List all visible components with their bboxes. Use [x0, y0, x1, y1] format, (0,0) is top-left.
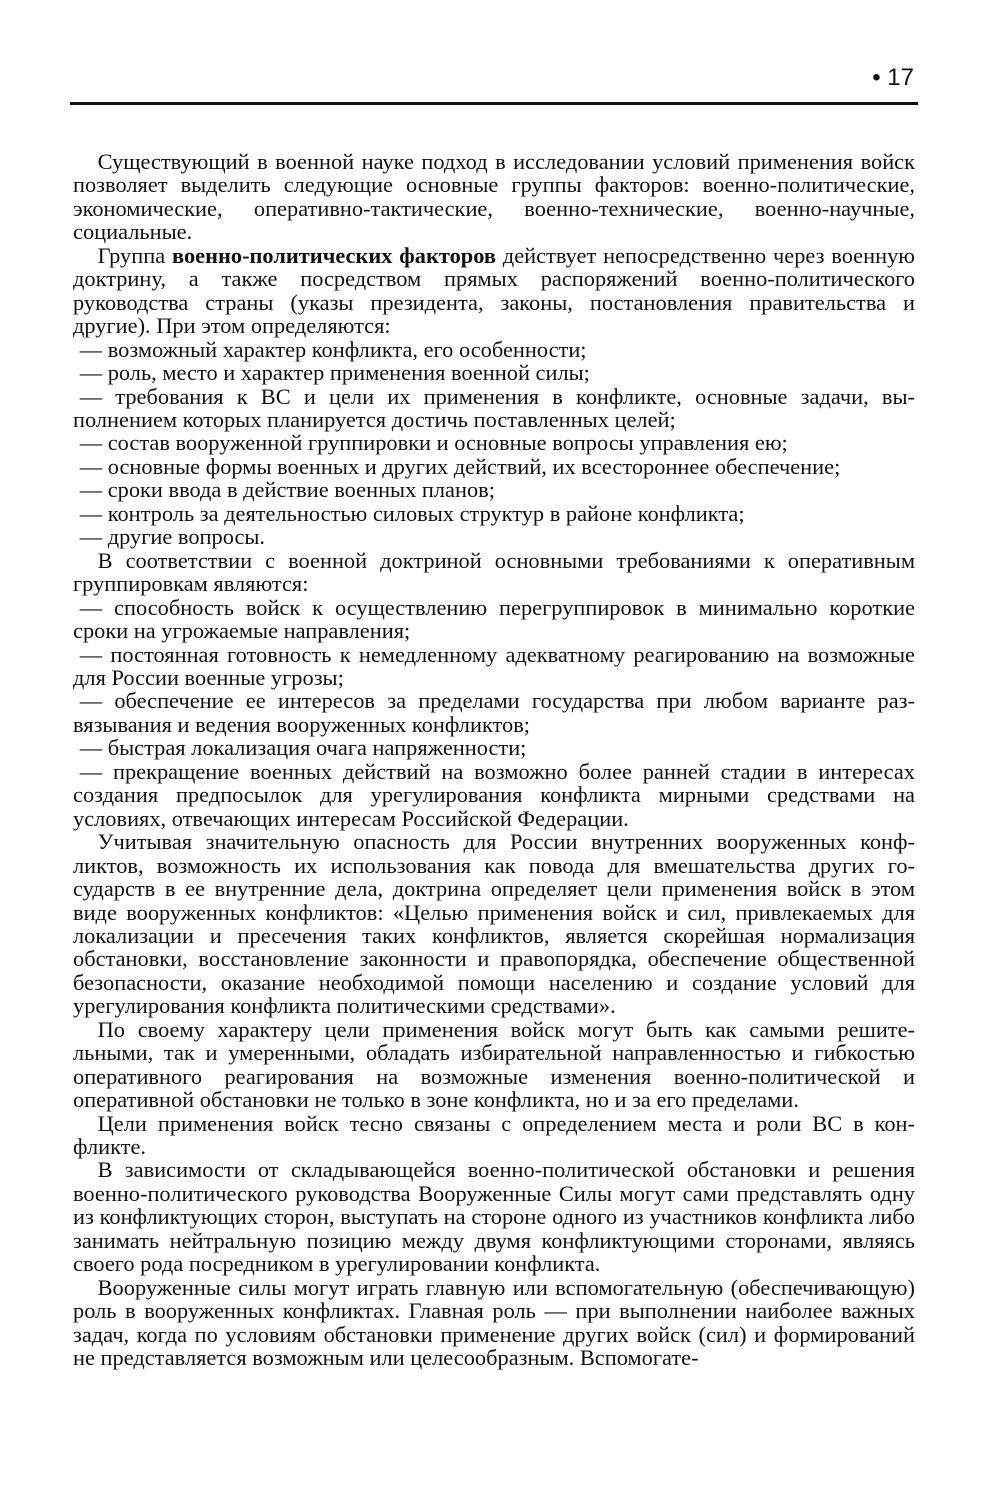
- list-item: — быстрая локализация очага напряженности;: [79, 735, 527, 761]
- list-item: — обеспечение ее интересов за пределами государства при любом варианте развязывания и ведения вооруженных конфликтов;: [73, 688, 915, 737]
- paragraph-main-role: Вооруженные силы могут играть главную или вспомогательную (обеспечивающую) роль в вооруженных конфликтах. Главная роль — при выполнении наиболее важных задач, когда по условиям обстановки применение других войск (сил) и формирований не представляется возможным или целесообразным. Вспомогате-: [73, 1274, 915, 1371]
- list-item: — прекращение военных действий на возможно более ранней стадии в интересах создания предпосылок для урегулирования конфликта мирными средствами на условиях, отвечающих интересам Российской Федерации.: [73, 758, 915, 831]
- list-item: — другие вопросы.: [79, 524, 266, 550]
- list-item: — постоянная готовность к немедленному адекватному реагированию на возможные для России военные угрозы;: [73, 641, 915, 690]
- political-text-start: Группа: [97, 242, 172, 268]
- list-item: — роль, место и характер применения военной силы;: [79, 360, 590, 386]
- list-item: — способность войск к осуществлению перегруппировок в минимально короткие сроки на угрожаемые направления;: [73, 594, 915, 644]
- political-text-end: действует непосредственно через военную доктрину, а также посредством прямых распоряжений военно-политического руководства страны (указы президента, законы, постановления правительства и другие). При этом определяются:: [73, 242, 916, 339]
- list-item: — состав вооруженной группировки и основные вопросы управления ею;: [79, 430, 788, 456]
- paragraph-goals-character: По своему характеру цели применения войск могут быть как самыми решительными, так и умеренными, обладать избирательной направленностью и гибкостью оперативного реагирования на возможные изменения военно-политической и оперативной обстановки не только в зоне конфликта, но и за его пределами.: [73, 1016, 915, 1113]
- list-item: — требования к ВС и цели их применения в конфликте, основные задачи, выполнением которых планируется достичь поставленных целей;: [73, 383, 915, 432]
- list-item: — возможный характер конфликта, его особенности;: [79, 336, 587, 362]
- page-header: [70, 62, 918, 105]
- paragraph-doctrine-requirements: В соответствии с военной доктриной основными требованиями к оперативным группировкам являются:: [73, 547, 915, 597]
- paragraph-internal-conflicts: Учитывая значительную опасность для России внутренних вооруженных конфликтов, возможность их использования как повода для вмешательства других государств в ее внутренние дела, доктрина определяет цели применения войск в этом виде вооруженных конфликтов: «Целью применения войск и сил, привлекаемых для локализации и пресечения таких конфликтов, является скорейшая нормализация обстановки, восстановление законности и правопорядка, обеспечение общественной безопасности, оказание необходимой помощи населению и создание условий для урегулирования конфликта политическими средствами».: [73, 829, 915, 1019]
- paragraph-intro: Существующий в военной науке подход в исследовании условий применения войск позволяет выделить следующие основные группы факторов: военно-политические, экономические, оперативно-тактические, военно-технические, военно-научные, социальные.: [73, 149, 915, 245]
- paragraph-armed-forces-position: В зависимости от складывающейся военно-политической обстановки и решения военно-политического руководства Вооруженные Силы могут сами представлять одну из конфликтующих сторон, выступать на стороне одного из участников конфликта либо занимать нейтральную позицию между двумя конфликтующими сторонами, являясь своего рода посредником в урегулировании конфликта.: [73, 1157, 915, 1277]
- political-factors-term: военно-политических факторов: [172, 242, 496, 268]
- page-number: • 17: [872, 64, 914, 91]
- paragraph-goals-role: Цели применения войск тесно связаны с определением места и роли ВС в конфликте.: [73, 1110, 915, 1160]
- list-item: — контроль за деятельностью силовых структур в районе конфликта;: [79, 500, 745, 526]
- list-item: — сроки ввода в действие военных планов;: [79, 477, 495, 503]
- body-text: [73, 150, 915, 1370]
- list-item: — основные формы военных и других действий, их всестороннее обеспечение;: [79, 453, 841, 479]
- paragraph-political-factors: [73, 244, 915, 338]
